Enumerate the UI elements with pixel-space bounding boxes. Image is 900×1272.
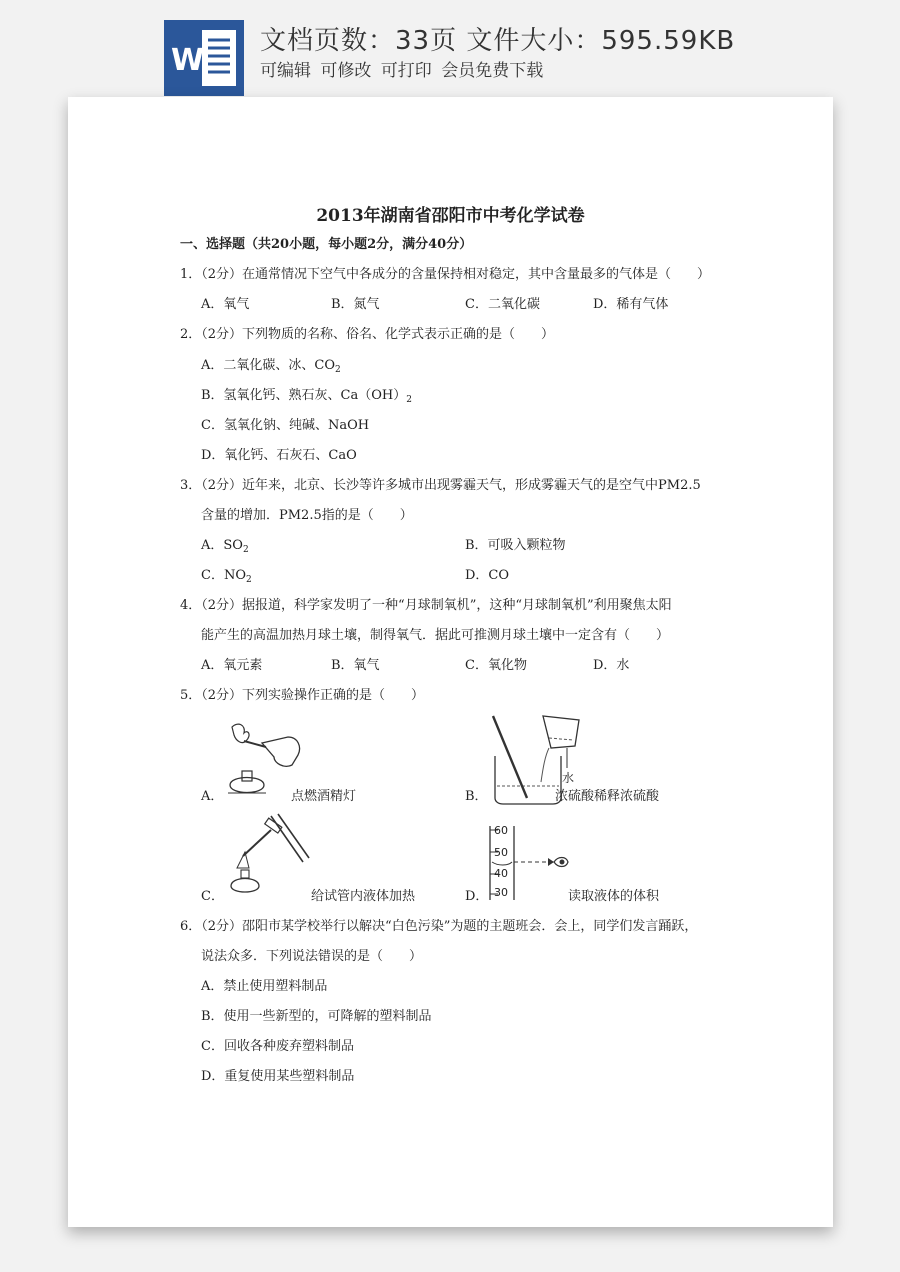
- q2-option-c: C．氢氧化钠、纯碱、NaOH: [201, 418, 370, 433]
- q2-option-d: D．氧化钙、石灰石、CaO: [201, 448, 357, 463]
- q1-option-b: B．氮气: [331, 297, 380, 312]
- q5-option-c-caption: 给试管内液体加热: [311, 889, 416, 904]
- q6-option-d: D．重复使用某些塑料制品: [201, 1069, 355, 1084]
- exam-title: 2013年湖南省邵阳市中考化学试卷: [316, 206, 585, 226]
- q5-option-b-caption: 稀释浓硫酸: [594, 789, 660, 804]
- q2-option-b: B．氢氧化钙、熟石灰、$Ca(OH)_2$: [201, 388, 412, 405]
- q5-option-c-letter: C．: [201, 889, 224, 904]
- q5-option-d-letter: D．: [465, 889, 489, 904]
- q5-option-a-letter: A．: [201, 789, 224, 804]
- file-info-subtitle: 可编辑 可修改 可打印 会员免费下载: [260, 61, 544, 81]
- cylinder-tick-50: 50: [494, 846, 508, 859]
- q3-option-b: B．可吸入颗粒物: [465, 538, 566, 553]
- q1-option-a: A．氧气: [201, 297, 250, 312]
- test-tube-heating-figure: [223, 812, 313, 896]
- q4-option-a: A．氧元素: [201, 658, 263, 673]
- document-page: [68, 97, 833, 1227]
- q3-option-c: C．$NO_2$: [201, 568, 252, 585]
- section-heading: 一、选择题（共20小题，每小题2分，满分40分）: [180, 237, 473, 252]
- graduated-cylinder-figure: [488, 822, 573, 902]
- q6-stem-line1: 6．（2分）邵阳市某学校举行以解决“白色污染”为题的主题班会．会上，同学们发言踊跃，: [180, 919, 698, 934]
- file-info-title: 文档页数：33页 文件大小：595.59KB: [260, 26, 736, 56]
- q6-stem-line2: 说法众多．下列说法错误的是（ ）: [201, 949, 423, 964]
- q1-stem: 1．（2分）在通常情况下空气中各成分的含量保持相对稳定，其中含量最多的气体是（ ）: [180, 267, 711, 282]
- q2-stem: 2．（2分）下列物质的名称、俗名、化学式表示正确的是（ ）: [180, 327, 555, 342]
- q4-option-c: C．氧化物: [465, 658, 527, 673]
- word-document-icon: [164, 20, 244, 96]
- q5-option-b-label: 浓硫酸: [555, 789, 595, 804]
- q4-stem-line1: 4．（2分）据报道，科学家发明了一种“月球制氧机”，这种“月球制氧机”利用聚焦太阳: [180, 598, 672, 613]
- q4-option-b: B．氧气: [331, 658, 380, 673]
- word-icon-letter: W: [171, 43, 205, 78]
- q1-option-d: D．稀有气体: [593, 297, 669, 312]
- q3-stem-line2: 含量的增加．PM2.5指的是（ ）: [201, 508, 413, 523]
- q3-stem-line1: 3．（2分）近年来，北京、长沙等许多城市出现雾霾天气，形成雾霾天气的是空气中PM2.5: [180, 478, 701, 493]
- q5-stem: 5．（2分）下列实验操作正确的是（ ）: [180, 688, 425, 703]
- q5-option-b-letter: B．: [465, 789, 488, 804]
- q6-option-b: B．使用一些新型的，可降解的塑料制品: [201, 1009, 432, 1024]
- q5-option-d-caption: 读取液体的体积: [568, 889, 660, 904]
- q2-option-a: A．二氧化碳、冰、$CO_2$: [201, 358, 341, 375]
- download-header: [0, 0, 900, 100]
- q4-option-d: D．水: [593, 658, 630, 673]
- q6-option-a: A．禁止使用塑料制品: [201, 979, 328, 994]
- q6-option-c: C．回收各种废弃塑料制品: [201, 1039, 354, 1054]
- q1-option-c: C．二氧化碳: [465, 297, 540, 312]
- cylinder-tick-30: 30: [494, 886, 508, 899]
- q3-option-a: A．$SO_2$: [201, 538, 249, 555]
- q4-stem-line2: 能产生的高温加热月球土壤，制得氧气．据此可推测月球土壤中一定含有（ ）: [201, 628, 670, 643]
- q3-option-d: D．CO: [465, 568, 510, 583]
- cylinder-tick-60: 60: [494, 824, 508, 837]
- q5-option-a-caption: 点燃酒精灯: [291, 789, 357, 804]
- water-label: 水: [562, 771, 575, 785]
- cylinder-tick-40: 40: [494, 867, 508, 880]
